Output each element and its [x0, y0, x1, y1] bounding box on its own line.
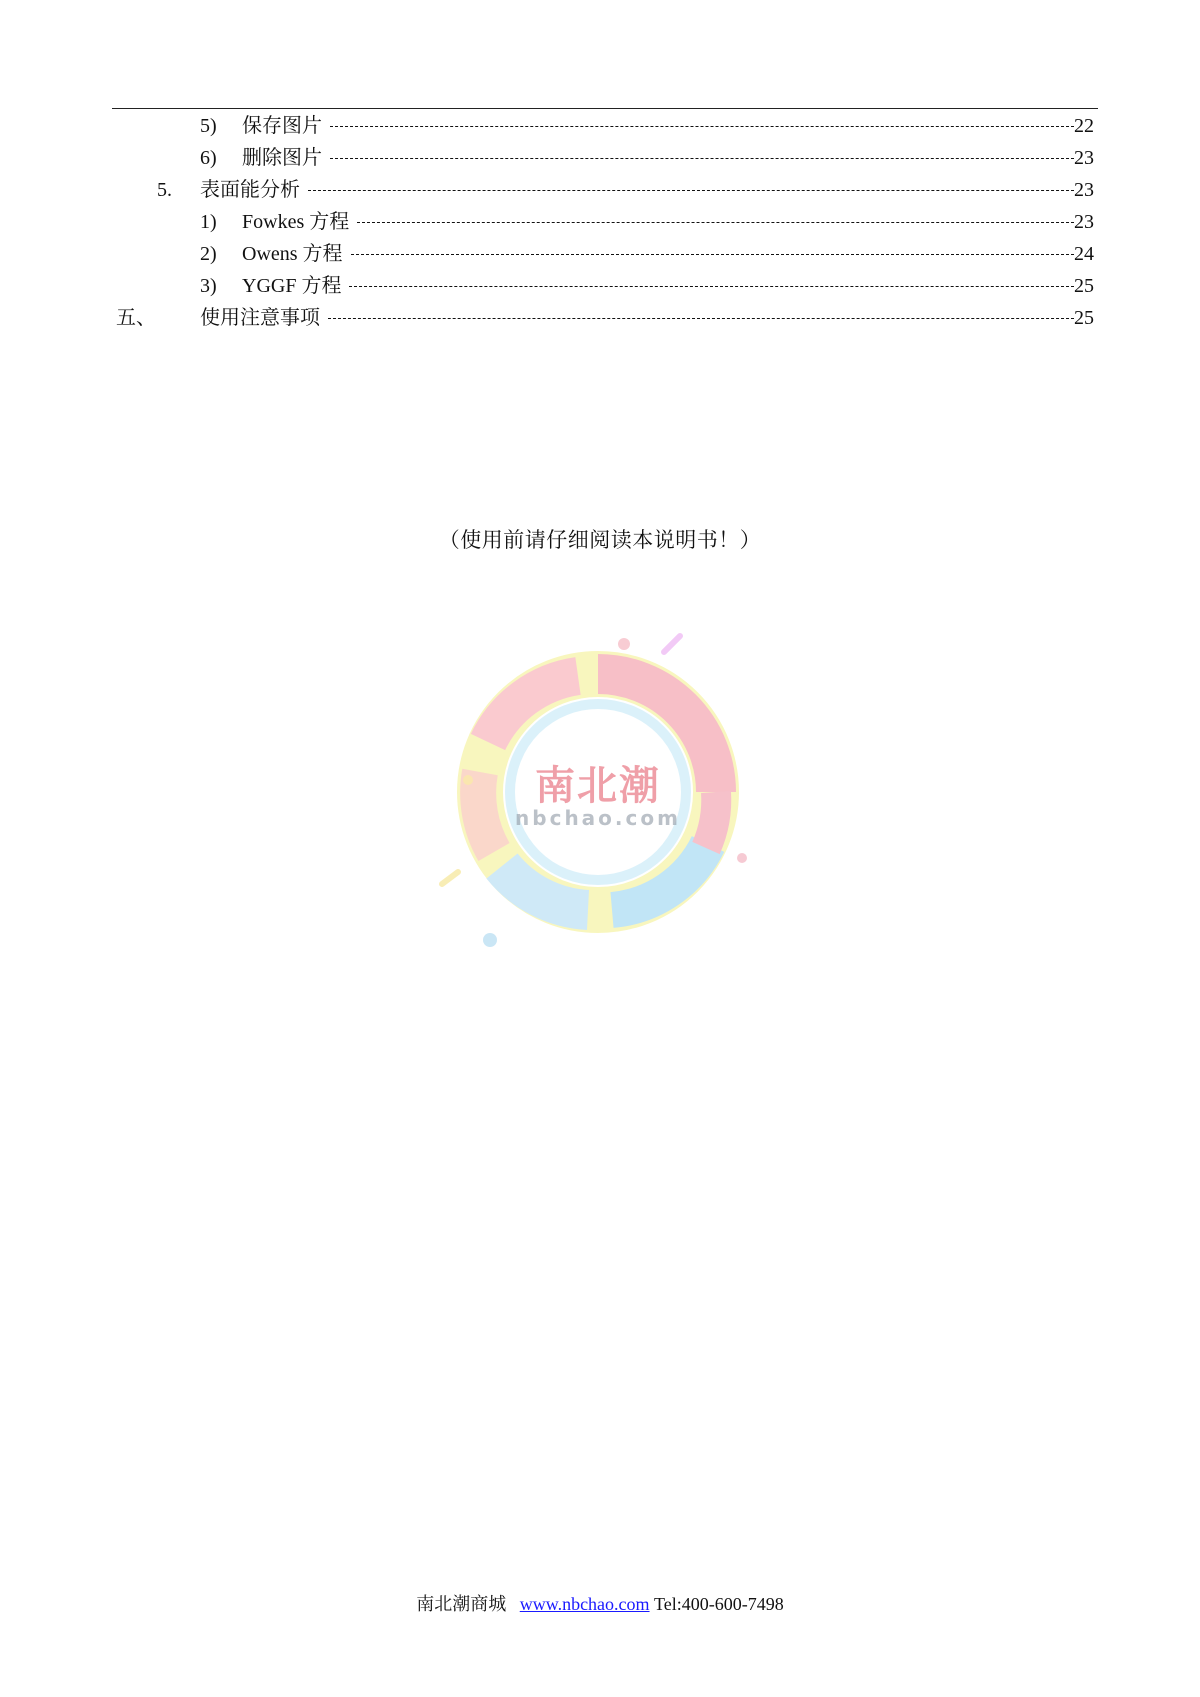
header-rule — [112, 108, 1098, 109]
toc-leader — [351, 238, 1074, 270]
toc-entry-number: 1) — [200, 211, 217, 233]
footer-website-link[interactable]: www.nbchao.com — [519, 1594, 650, 1614]
toc-entry-number: 3) — [200, 275, 217, 297]
watermark-brand-en: nbchao.com — [515, 806, 681, 830]
toc-leader — [308, 174, 1074, 206]
toc-entry-number: 2) — [200, 243, 217, 265]
toc-entry-page: 23 — [1074, 174, 1094, 206]
toc-entry-page: 25 — [1074, 302, 1094, 334]
toc-entry-number: 5. — [157, 179, 172, 201]
toc-entry-fowkes[interactable] — [200, 206, 1094, 238]
toc-entry-page: 22 — [1074, 110, 1094, 142]
toc-entry-title: 删除图片 — [242, 142, 330, 174]
read-manual-note: （使用前请仔细阅读本说明书！） — [438, 528, 762, 552]
nbchao-watermark-logo — [428, 622, 768, 962]
toc-leader — [330, 110, 1074, 142]
toc-entry-page: 23 — [1074, 206, 1094, 238]
toc-entry-page: 24 — [1074, 238, 1094, 270]
toc-entry-number: 6) — [200, 147, 217, 169]
toc-entry-number: 五、 — [116, 307, 156, 329]
toc-entry-surface-energy[interactable] — [157, 174, 1094, 206]
toc-entry-title: 表面能分析 — [200, 174, 308, 206]
footer-telephone: Tel:400-600-7498 — [654, 1594, 784, 1614]
toc-entry-title: 使用注意事项 — [200, 302, 328, 334]
toc-entry-yggf[interactable] — [200, 270, 1094, 302]
page-footer — [0, 1590, 1200, 1616]
watermark-brand-cn: 南北潮 — [535, 762, 661, 809]
toc-entry-title: YGGF 方程 — [242, 270, 349, 302]
toc-leader — [328, 302, 1074, 334]
toc-entry-precautions[interactable] — [116, 302, 1094, 334]
toc-entry-save-image[interactable] — [200, 110, 1094, 142]
toc-entry-page: 23 — [1074, 142, 1094, 174]
toc-entry-owens[interactable] — [200, 238, 1094, 270]
toc-entry-title: Fowkes 方程 — [242, 206, 357, 238]
toc-leader — [357, 206, 1074, 238]
toc-leader — [349, 270, 1074, 302]
footer-shop-name: 南北潮商城 — [416, 1594, 507, 1614]
toc-entry-page: 25 — [1074, 270, 1094, 302]
toc-leader — [330, 142, 1074, 174]
toc-entry-title: 保存图片 — [242, 110, 330, 142]
toc-entry-number: 5) — [200, 115, 217, 137]
toc-entry-delete-image[interactable] — [200, 142, 1094, 174]
toc-entry-title: Owens 方程 — [242, 238, 351, 270]
